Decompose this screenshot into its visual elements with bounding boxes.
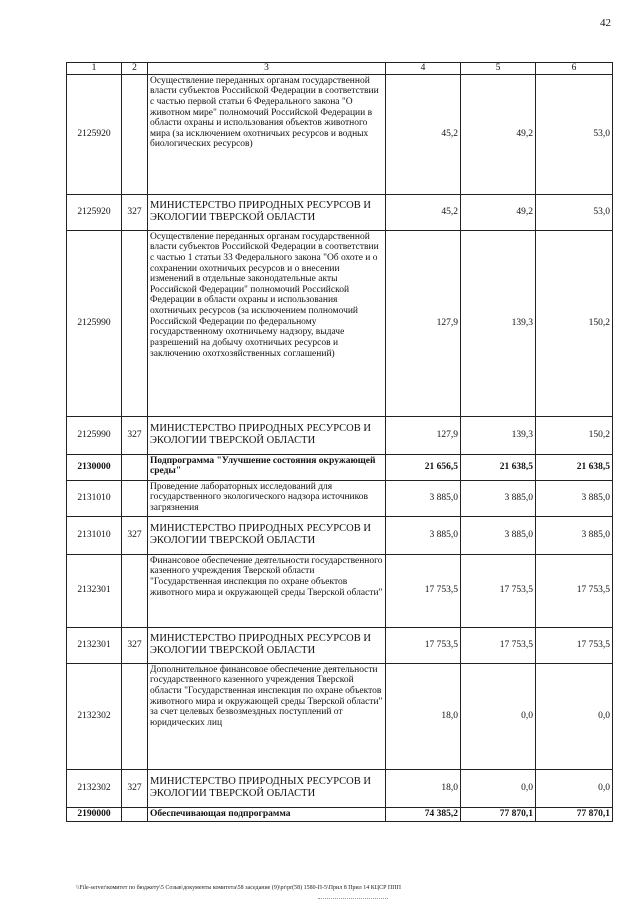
name-cell: МИНИСТЕРСТВО ПРИРОДНЫХ РЕСУРСОВ И ЭКОЛОГИИ ТВЕРСКОЙ ОБЛАСТИ [148, 194, 386, 230]
code-cell: 2131010 [67, 516, 122, 554]
table-header-row [67, 63, 613, 75]
dept-cell [122, 807, 148, 821]
name-cell: Осуществление переданных органам государственной власти субъектов Российской Федерации в соответствии с частью 1 статьи 33 Федерального закона "Об охоте и о сохранении охотничьих ресурсов и о внесении изменений в отдельные законодательные акты Российской Федерации" полномочий Российской Федерации в области охраны и использования охотничьих ресурсов (за исключением полномочий Российской Федерации по федеральному государственному охотничьему надзору, выдаче разрешений на добычу охотничьих ресурсов и заключению охотхозяйственных соглашений) [148, 230, 386, 416]
column-header: 2 [122, 63, 148, 75]
value-cell: 45,2 [386, 194, 461, 230]
value-cell: 127,9 [386, 416, 461, 454]
name-cell: МИНИСТЕРСТВО ПРИРОДНЫХ РЕСУРСОВ И ЭКОЛОГИИ ТВЕРСКОЙ ОБЛАСТИ [148, 769, 386, 807]
value-cell: 21 638,5 [461, 454, 536, 480]
value-cell: 0,0 [461, 663, 536, 769]
table-row [67, 769, 613, 807]
dept-cell [122, 663, 148, 769]
value-cell: 0,0 [461, 769, 536, 807]
page-number: 42 [600, 17, 611, 29]
value-cell: 17 753,5 [461, 627, 536, 663]
value-cell: 3 885,0 [536, 516, 613, 554]
value-cell: 18,0 [386, 769, 461, 807]
value-cell: 3 885,0 [461, 516, 536, 554]
value-cell: 21 638,5 [536, 454, 613, 480]
name-cell: МИНИСТЕРСТВО ПРИРОДНЫХ РЕСУРСОВ И ЭКОЛОГИИ ТВЕРСКОЙ ОБЛАСТИ [148, 516, 386, 554]
table-row [67, 807, 613, 821]
value-cell: 45,2 [386, 74, 461, 194]
name-cell: Осуществление переданных органам государственной власти субъектов Российской Федерации в соответствии с частью первой статьи 6 Федерального закона "О животном мире" полномочий Российской Федерации в области охраны и использования объектов животного мира (за исключением охотничьих ресурсов и водных биологических ресурсов) [148, 74, 386, 194]
dept-cell: 327 [122, 194, 148, 230]
name-cell: МИНИСТЕРСТВО ПРИРОДНЫХ РЕСУРСОВ И ЭКОЛОГИИ ТВЕРСКОЙ ОБЛАСТИ [148, 627, 386, 663]
dept-cell: 327 [122, 516, 148, 554]
value-cell: 0,0 [536, 769, 613, 807]
dept-cell: 327 [122, 416, 148, 454]
column-header: 3 [148, 63, 386, 75]
value-cell: 53,0 [536, 74, 613, 194]
value-cell: 21 656,5 [386, 454, 461, 480]
code-cell: 2125990 [67, 230, 122, 416]
budget-table [66, 62, 613, 822]
name-cell: Проведение лабораторных исследований для государственного экологического надзора источников загрязнения [148, 480, 386, 516]
code-cell: 2132302 [67, 663, 122, 769]
value-cell: 53,0 [536, 194, 613, 230]
value-cell: 3 885,0 [386, 480, 461, 516]
value-cell: 150,2 [536, 416, 613, 454]
value-cell: 3 885,0 [461, 480, 536, 516]
dept-cell [122, 480, 148, 516]
value-cell: 17 753,5 [386, 627, 461, 663]
name-cell: Финансовое обеспечение деятельности государственного казенного учреждения Тверской области "Государственная инспекция по охране объектов животного мира и окружающей среды Тверской области" [148, 554, 386, 627]
value-cell: 139,3 [461, 230, 536, 416]
value-cell: 49,2 [461, 74, 536, 194]
code-cell: 2131010 [67, 480, 122, 516]
code-cell: 2125920 [67, 194, 122, 230]
table-row [67, 480, 613, 516]
name-cell: МИНИСТЕРСТВО ПРИРОДНЫХ РЕСУРСОВ И ЭКОЛОГИИ ТВЕРСКОЙ ОБЛАСТИ [148, 416, 386, 454]
column-header: 5 [461, 63, 536, 75]
value-cell: 17 753,5 [461, 554, 536, 627]
name-cell: Обеспечивающая подпрограмма [148, 807, 386, 821]
code-cell: 2125920 [67, 74, 122, 194]
column-header: 1 [67, 63, 122, 75]
value-cell: 127,9 [386, 230, 461, 416]
value-cell: 77 870,1 [461, 807, 536, 821]
name-cell: Дополнительное финансовое обеспечение деятельности государственного казенного учреждения Тверской области "Государственная инспекция по охране объектов животного мира и окружающей среды Тверской области" за счет целевых безвозмездных поступлений от юридических лиц [148, 663, 386, 769]
value-cell: 3 885,0 [536, 480, 613, 516]
footer-file-path: \\File-server\комитет по бюджету\5 Созыв\документы комитета\58 заседание (9)\pr\pr(58) 1580-П-5\Прил 8 Прил 14 КЦСР ППП [76, 885, 401, 891]
dept-cell [122, 554, 148, 627]
table-row [67, 230, 613, 416]
code-cell: 2190000 [67, 807, 122, 821]
value-cell: 150,2 [536, 230, 613, 416]
dept-cell [122, 74, 148, 194]
code-cell: 2125990 [67, 416, 122, 454]
value-cell: 17 753,5 [386, 554, 461, 627]
table-row [67, 416, 613, 454]
column-header: 4 [386, 63, 461, 75]
dept-cell [122, 454, 148, 480]
code-cell: 2132301 [67, 554, 122, 627]
value-cell: 139,3 [461, 416, 536, 454]
value-cell: 17 753,5 [536, 554, 613, 627]
code-cell: 2130000 [67, 454, 122, 480]
code-cell: 2132301 [67, 627, 122, 663]
table-row [67, 663, 613, 769]
table-row [67, 627, 613, 663]
table-row [67, 554, 613, 627]
value-cell: 77 870,1 [536, 807, 613, 821]
value-cell: 74 385,2 [386, 807, 461, 821]
value-cell: 3 885,0 [386, 516, 461, 554]
name-cell: Подпрограмма "Улучшение состояния окружающей среды" [148, 454, 386, 480]
dept-cell: 327 [122, 769, 148, 807]
value-cell: 17 753,5 [536, 627, 613, 663]
value-cell: 49,2 [461, 194, 536, 230]
table-row [67, 74, 613, 194]
scan-artifact-line [318, 898, 388, 899]
code-cell: 2132302 [67, 769, 122, 807]
dept-cell: 327 [122, 627, 148, 663]
value-cell: 18,0 [386, 663, 461, 769]
value-cell: 0,0 [536, 663, 613, 769]
dept-cell [122, 230, 148, 416]
table-row [67, 194, 613, 230]
column-header: 6 [536, 63, 613, 75]
table-row [67, 454, 613, 480]
table-row [67, 516, 613, 554]
